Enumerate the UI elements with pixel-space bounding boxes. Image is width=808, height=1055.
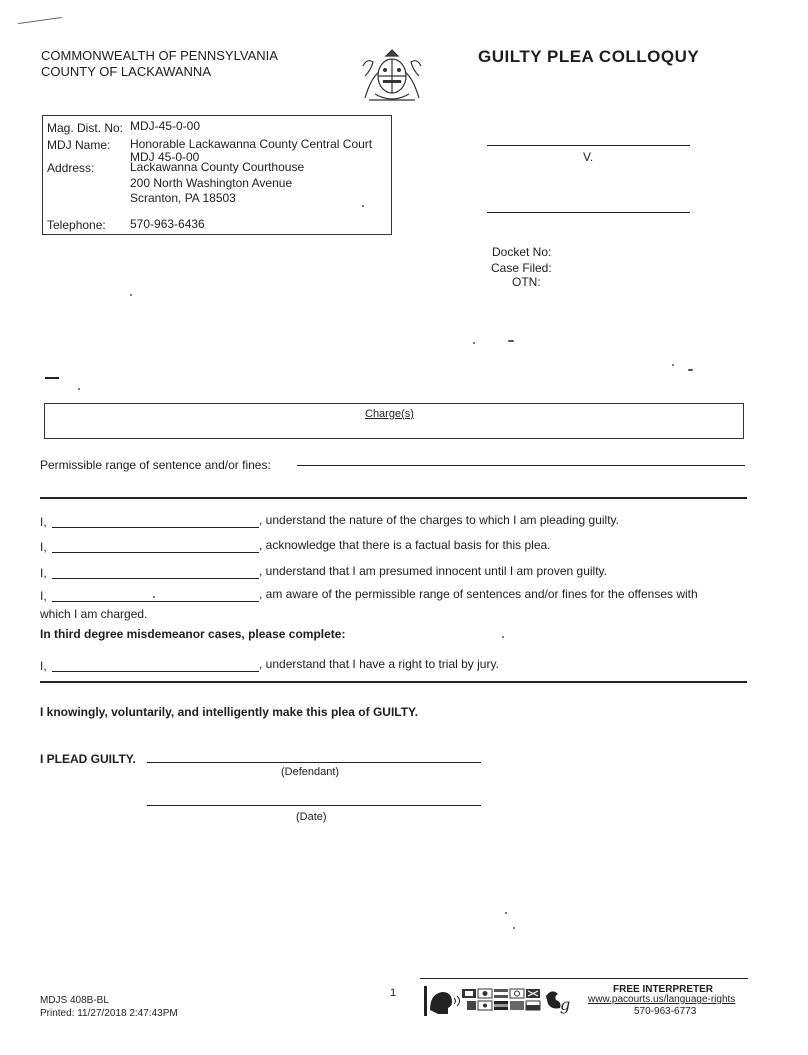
footer-rule <box>420 978 748 979</box>
statement-3-text: , understand that I am presumed innocent until I am proven guilty. <box>259 564 607 578</box>
scan-mark <box>18 17 62 24</box>
interpreter-title: FREE INTERPRETER <box>613 984 714 995</box>
telephone-value: 570-963-6436 <box>130 217 205 231</box>
scan-speck <box>508 340 514 342</box>
commonwealth-heading: COMMONWEALTH OF PENNSYLVANIA <box>41 48 278 63</box>
interpreter-url[interactable]: www.pacourts.us/language-rights <box>588 994 736 1005</box>
statement-5-text: , understand that I have a right to trial by jury. <box>259 657 499 671</box>
printed-timestamp: Printed: 11/27/2018 2:47:43PM <box>40 1008 178 1019</box>
statement-1-text: , understand the nature of the charges to which I am pleading guilty. <box>259 513 619 527</box>
docket-no-label: Docket No: <box>492 245 552 259</box>
statement-4-prefix: I, <box>40 589 47 603</box>
defendant-name-line <box>487 212 690 213</box>
statement-5-prefix: I, <box>40 659 47 673</box>
sign-language-icon <box>546 991 561 1008</box>
section-divider-bottom <box>40 681 747 683</box>
address-line0: MDJ 45-0-00 <box>130 150 200 164</box>
address-label: Address: <box>47 161 95 175</box>
interpreter-phone: 570-963-6773 <box>634 1006 697 1017</box>
statement-1-prefix: I, <box>40 515 47 529</box>
plead-guilty-label: I PLEAD GUILTY. <box>40 752 136 766</box>
plaintiff-line <box>487 145 690 146</box>
statement-1-initials-line[interactable] <box>52 527 259 528</box>
defendant-signature-line[interactable] <box>147 762 481 763</box>
statement-3-initials-line[interactable] <box>52 578 259 579</box>
address-line1: Lackawanna County Courthouse <box>130 160 305 174</box>
scan-speck <box>153 596 155 598</box>
scan-speck <box>502 636 504 638</box>
defendant-caption: (Defendant) <box>281 766 340 778</box>
knowingly-statement: I knowingly, voluntarily, and intelligently make this plea of GUILTY. <box>40 705 419 719</box>
versus-label: V. <box>583 150 594 164</box>
charges-heading: Charge(s) <box>365 408 414 420</box>
telephone-label: Telephone: <box>47 218 106 232</box>
address-line2: 200 North Washington Avenue <box>130 176 293 190</box>
county-heading: COUNTY OF LACKAWANNA <box>41 64 211 79</box>
statement-2-text: , acknowledge that there is a factual basis for this plea. <box>259 538 551 552</box>
date-caption: (Date) <box>296 811 327 823</box>
scan-speck <box>78 388 80 390</box>
form-title: GUILTY PLEA COLLOQUY <box>478 47 700 66</box>
mdj-name-value: Honorable Lackawanna County Central Court <box>130 137 373 151</box>
address-line3: Scranton, PA 18503 <box>130 191 236 205</box>
scan-speck <box>473 342 475 344</box>
flags-icon <box>462 989 540 1010</box>
language-rights-graphic <box>424 986 584 1016</box>
speaking-head-icon <box>430 992 452 1014</box>
svg-text:g: g <box>560 995 571 1014</box>
scan-speck <box>505 912 507 914</box>
date-line[interactable] <box>147 805 481 806</box>
statement-4-continuation: which I am charged. <box>40 607 148 621</box>
scan-dash <box>45 377 59 379</box>
sentence-range-label: Permissible range of sentence and/or fines: <box>40 458 271 472</box>
scan-speck <box>688 369 693 371</box>
mag-dist-value: MDJ-45-0-00 <box>130 119 201 133</box>
scan-speck <box>672 364 674 366</box>
page-number: 1 <box>390 987 397 999</box>
scan-speck <box>130 294 132 296</box>
sentence-range-line <box>297 465 745 466</box>
statement-3-prefix: I, <box>40 566 47 580</box>
otn-label: OTN: <box>512 275 541 289</box>
form-number: MDJS 408B-BL <box>40 995 109 1006</box>
statement-2-initials-line[interactable] <box>52 552 259 553</box>
third-degree-heading: In third degree misdemeanor cases, please complete: <box>40 627 346 641</box>
scan-speck <box>362 205 364 207</box>
pennsylvania-seal-icon <box>355 46 430 106</box>
scan-speck <box>513 927 515 929</box>
statement-4-text: , am aware of the permissible range of sentences and/or fines for the offenses with <box>259 587 698 601</box>
mdj-name-label: MDJ Name: <box>47 138 111 152</box>
mag-dist-label: Mag. Dist. No: <box>47 121 124 135</box>
case-filed-label: Case Filed: <box>491 261 552 275</box>
statement-5-initials-line[interactable] <box>52 671 259 672</box>
statement-4-initials-line[interactable] <box>52 601 259 602</box>
section-divider-top <box>40 497 747 499</box>
statement-2-prefix: I, <box>40 540 47 554</box>
